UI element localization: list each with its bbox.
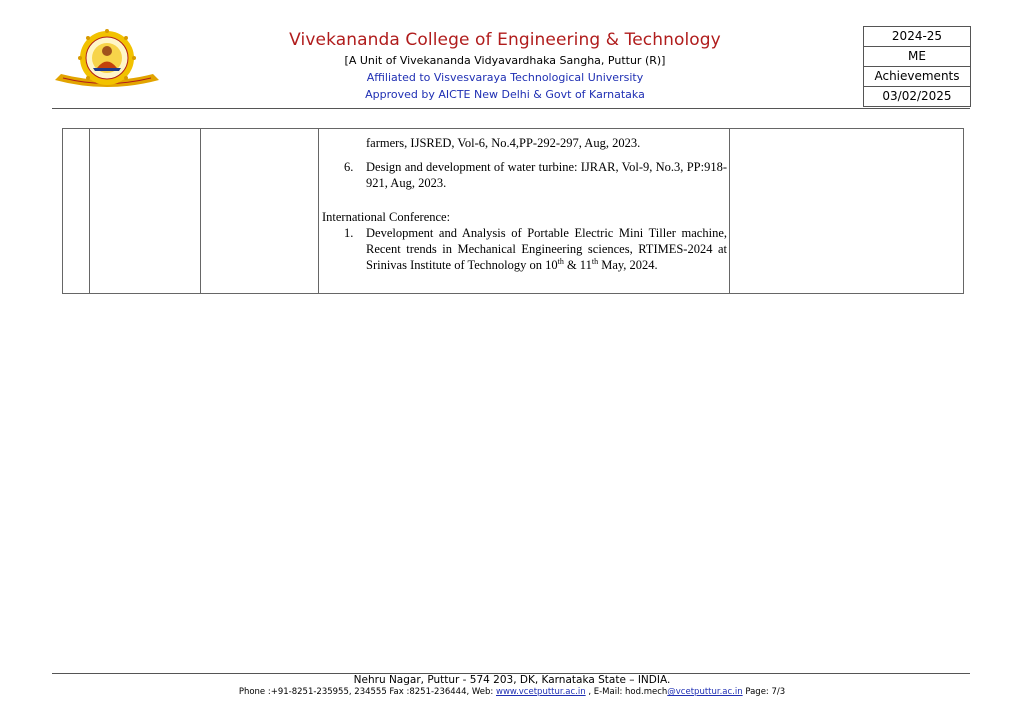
conference-item-text: Development and Analysis of Portable Electric Mini Tiller machine, Recent trends in Mechanical Engineering sciences, RTIMES-2024 at Srinivas Institute of Technology on 10th & 11th May, 2024. [366,226,727,272]
college-name: Vivekananda College of Engineering & Technology [289,30,721,50]
college-emblem-icon [53,28,161,92]
item-number: 6. [344,160,354,174]
column-divider [89,129,90,293]
section-title: Achievements [864,67,970,87]
footer-address: Nehru Nagar, Puttur - 574 203, DK, Karnataka State – INDIA. [353,674,671,686]
item-number: 1. [344,226,354,240]
conference-heading: International Conference: [322,210,451,224]
document-date: 03/02/2025 [882,89,952,103]
publications-cell [322,129,727,295]
column-divider [200,129,201,293]
journal-item-text: Design and development of water turbine: IJRAR, Vol-9, No.3, PP:918-921, Aug, 2023. [366,160,727,190]
academic-year: 2024-25 [864,27,970,47]
approval-line: Approved by AICTE New Delhi & Govt of Karnataka [365,88,645,101]
journal-item-continued: farmers, IJSRED, Vol-6, No.4,PP-292-297, Aug, 2023. [366,136,641,150]
document-info-box [863,26,971,107]
column-divider [318,129,319,293]
email-domain-link[interactable]: @vcetputtur.ac.in [667,687,743,697]
department: ME [864,47,970,67]
column-divider [729,129,730,293]
website-link[interactable]: www.vcetputtur.ac.in [496,687,586,697]
achievements-table-row [62,128,964,294]
parent-organization: [A Unit of Vivekananda Vidyavardhaka Sangha, Puttur (R)] [344,54,666,67]
footer-contact: Phone :+91-8251-235955, 234555 Fax :8251-236444, Web: www.vcetputtur.ac.in , E-Mail: hod.mech@vcetputtur.ac.in Page: 7/3 [238,687,786,697]
header-divider [52,108,970,109]
affiliation-line: Affiliated to Visvesvaraya Technological University [366,71,644,84]
